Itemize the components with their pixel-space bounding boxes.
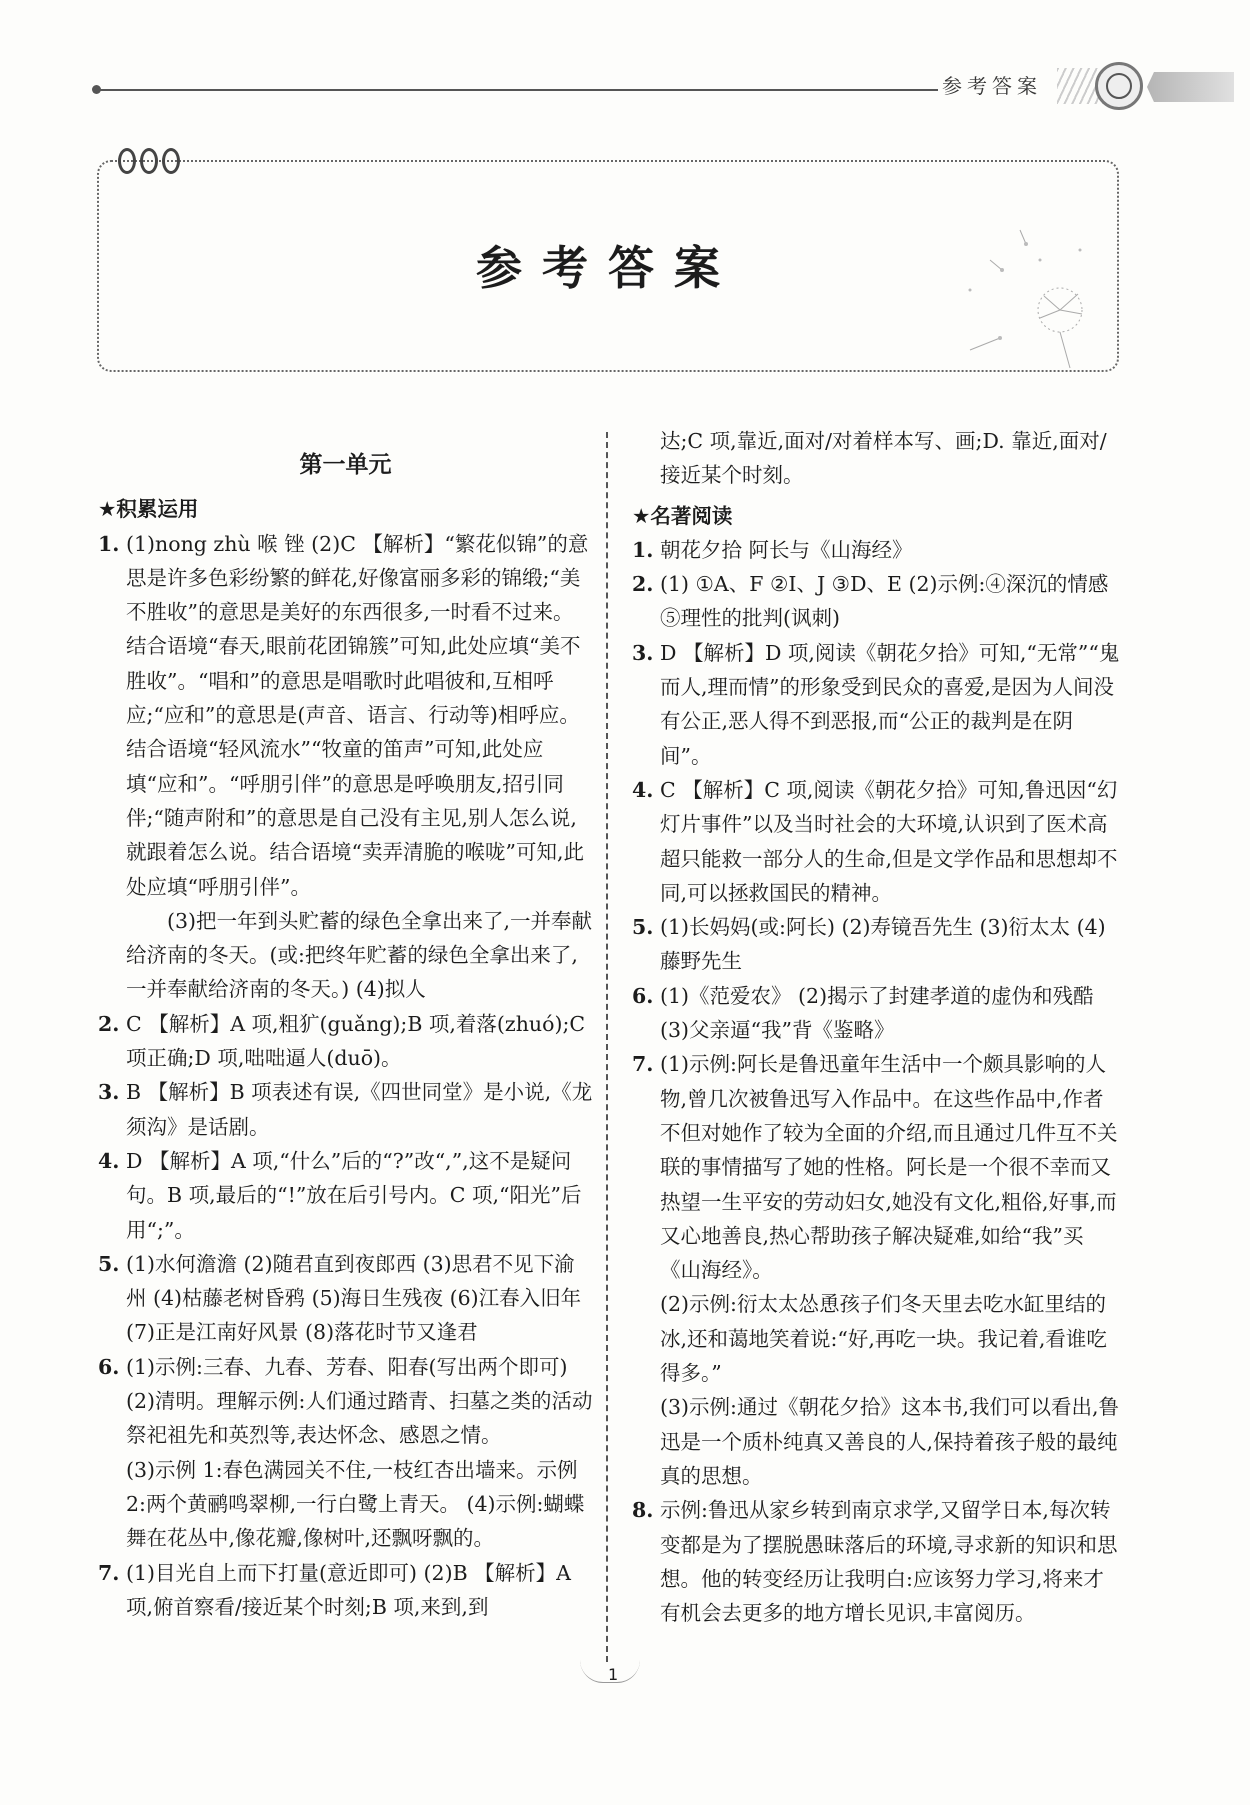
item-number: 4. <box>632 777 654 802</box>
answer-text: (2)示例:衍太太怂恿孩子们冬天里去吃水缸里结的冰,还和蔼地笑着说:“好,再吃一块。我记着,看谁吃得多。” <box>660 1292 1107 1386</box>
item-number: 2. <box>632 572 654 597</box>
answer-text: (1) ①A、F ②I、J ③D、E (2)示例:④深沉的情感 ⑤理性的批判(讽刺) <box>660 572 1109 631</box>
answer-item <box>632 533 1124 567</box>
dandelion-icon <box>940 200 1110 370</box>
answer-text: C 【解析】C 项,阅读《朝花夕拾》可知,鲁迅因“幻灯片事件”以及当时社会的大环境,认识到了医术高超只能救一部分人的生命,但是文学作品和思想却不同,可以拯救国民的精神。 <box>660 777 1118 905</box>
unit-heading: 第一单元 <box>299 452 392 478</box>
answer-item <box>98 1075 593 1144</box>
item-number: 7. <box>98 1560 120 1585</box>
item-number: 6. <box>632 983 654 1008</box>
answer-text: (1)示例:阿长是鲁迅童年生活中一个颇具影响的人物,曾几次被鲁迅写入作品中。在这些作品中,作者不但对她作了较为全面的介绍,而且通过几件互不关联的事情描写了她的性格。阿长是一个很不幸而又热望一生平安的劳动妇女,她没有文化,粗俗,好事,而又心地善良,热心帮助孩子解决疑难,如给“我”买《山海经》。 <box>660 1052 1118 1283</box>
answer-item <box>98 1007 593 1076</box>
answer-text: 示例:鲁迅从家乡转到南京求学,又留学日本,每次转变都是为了摆脱愚昧落后的环境,寻求新的知识和思想。他的转变经历让我明白:应该努力学习,将来才有机会去更多的地方增长见识,丰富阅历。 <box>660 1498 1118 1626</box>
answer-text: D 【解析】D 项,阅读《朝花夕拾》可知,“无常”“鬼而人,理而情”的形象受到民众的喜爱,是因为人间没有公正,恶人得不到恶报,而“公正的裁判是在阴间”。 <box>660 640 1120 768</box>
answer-text: (2)清明。理解示例:人们通过踏青、扫墓之类的活动祭祀祖先和英烈等,表达怀念、感恩之情。 <box>126 1389 593 1448</box>
answer-text: (1)nong zhù 喉 锉 (2)C 【解析】“繁花似锦”的意思是许多色彩纷繁的鲜花,好像富丽多彩的锦缎;“美不胜收”的意思是美好的东西很多,一时看不过来。结合语境“春天,眼前花团锦簇”可知,此处应填“美不胜收”。“唱和”的意思是唱歌时此唱彼和,互相呼应;“应和”的意思是(声音、语言、行动等)相呼应。结合语境“轻风流水”“牧童的笛声”可知,此处应填“应和”。“呼朋引伴”的意思是呼唤朋友,招引同伴;“随声附和”的意思是自己没有主见,别人怎么说,就跟着怎么说。结合语境“卖弄清脆的喉咙”可知,此处应填“呼朋引伴”。 <box>126 531 589 899</box>
section-heading: ★积累运用 <box>98 497 199 522</box>
section-heading: ★名著阅读 <box>632 503 733 528</box>
page-number: 1 <box>608 1665 619 1684</box>
item-number: 1. <box>632 537 654 562</box>
header-arrow-bar <box>1147 72 1234 102</box>
item-number: 6. <box>98 1354 120 1379</box>
item-number: 5. <box>98 1251 120 1276</box>
answer-text: (1)示例:三春、九春、芳春、阳春(写出两个即可) <box>126 1354 568 1379</box>
column-divider <box>606 432 608 1662</box>
right-column <box>632 424 1124 1630</box>
item-number: 3. <box>98 1080 120 1105</box>
item-number: 3. <box>632 640 654 665</box>
answer-text: (1)目光自上而下打量(意近即可) (2)B 【解析】A 项,俯首察看/接近某个时刻;B 项,来到,到 <box>126 1560 571 1619</box>
answer-item <box>632 979 1124 1048</box>
item-number: 4. <box>98 1148 120 1173</box>
emblem-icon <box>1095 62 1143 110</box>
answer-text: B 【解析】B 项表述有误,《四世同堂》是小说,《龙须沟》是话剧。 <box>126 1080 593 1139</box>
answer-item <box>98 527 593 1007</box>
answer-text: (1)长妈妈(或:阿长) (2)寿镜吾先生 (3)衍太太 (4)藤野先生 <box>660 915 1106 974</box>
answer-item <box>632 567 1124 636</box>
answer-text: 朝花夕拾 阿长与《山海经》 <box>660 537 913 562</box>
answer-text: (3)把一年到头贮蓄的绿色全拿出来了,一并奉献给济南的冬天。(或:把终年贮蓄的绿色全拿出来了,一并奉献给济南的冬天。) (4)拟人 <box>126 908 593 1002</box>
answer-text: (1)水何澹澹 (2)随君直到夜郎西 (3)思君不见下渝州 (4)枯藤老树昏鸦 (5)海日生残夜 (6)江春入旧年 (7)正是江南好风景 (8)落花时节又逢君 <box>126 1251 582 1345</box>
item-number: 7. <box>632 1052 654 1077</box>
answer-item <box>98 1556 593 1625</box>
item-number: 8. <box>632 1498 654 1523</box>
answer-item <box>632 1047 1124 1493</box>
item-number: 1. <box>98 531 120 556</box>
answer-item <box>98 1144 593 1247</box>
running-title: 参考答案 <box>942 74 1042 98</box>
answer-item <box>632 910 1124 979</box>
answer-item <box>632 773 1124 910</box>
answer-text: (3)示例:通过《朝花夕拾》这本书,我们可以看出,鲁迅是一个质朴纯真又善良的人,保持着孩子般的最纯真的思想。 <box>660 1395 1119 1488</box>
page-title: 参考答案 <box>476 241 740 295</box>
header-rule <box>98 89 938 91</box>
answer-text: D 【解析】A 项,“什么”后的“?”改“,”,这不是疑问句。B 项,最后的“!”放在后引号内。C 项,“阳光”后用“;”。 <box>126 1148 582 1242</box>
answer-item <box>98 1350 593 1556</box>
running-header <box>92 62 1234 112</box>
answer-item <box>98 1247 593 1350</box>
item-number: 5. <box>632 915 654 940</box>
item-number: 2. <box>98 1011 120 1036</box>
answer-item <box>632 636 1124 773</box>
answer-text: (1)《范爱农》 (2)揭示了封建孝道的虚伪和残酷 (3)父亲逼“我”背《鉴略》 <box>660 983 1094 1043</box>
answer-text: (3)示例 1:春色满园关不住,一枝红杏出墙来。示例 2:两个黄鹂鸣翠柳,一行白鹭上青天。 (4)示例:蝴蝶舞在花丛中,像花瓣,像树叶,还飘呀飘的。 <box>126 1457 585 1551</box>
answer-text: C 【解析】A 项,粗犷(guǎng);B 项,着落(zhuó);C 项正确;D 项,咄咄逼人(duō)。 <box>126 1011 586 1071</box>
answer-item <box>632 1493 1124 1630</box>
left-column <box>98 440 593 1624</box>
continuation-text: 达;C 项,靠近,面对/对着样本写、画;D. 靠近,面对/接近某个时刻。 <box>660 429 1107 488</box>
